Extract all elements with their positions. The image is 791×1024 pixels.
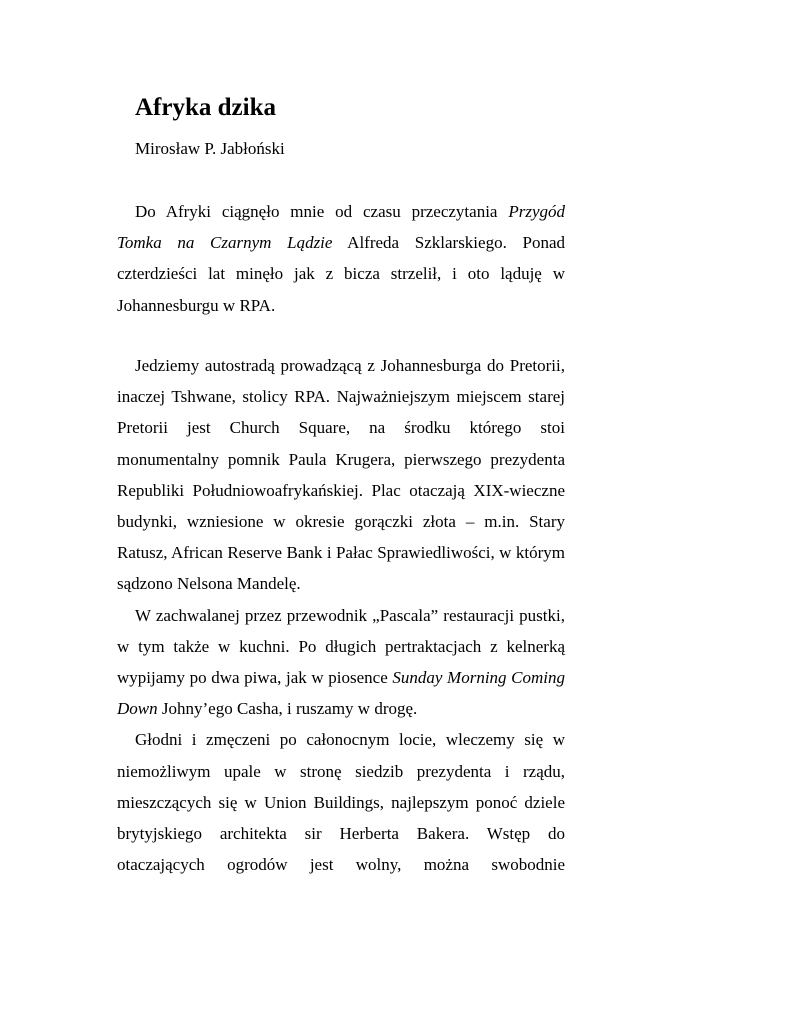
paragraph-3-post: Johny’ego Casha, i ruszamy w drogę.: [157, 699, 418, 719]
paragraph-1-italic-title: Przygód Tomka na Czarnym Lądzie: [117, 202, 565, 253]
paragraph-group: [117, 350, 565, 880]
paragraph-2: Jedziemy autostradą prowadzącą z Johannesburga do Pretorii, inaczej Tshwane, stolicy RPA. Najważniejszym miejscem starej Pretorii jest Church Square, na środku którego stoi monumentalny pomnik Paula Krugera, pierwszego prezydenta Republiki Południowoafrykańskiej. Plac otaczają XIX-wieczne budynki, wzniesione w okresie gorączki złota – m.in. Stary Ratusz, African Reserve Bank i Pałac Sprawiedliwości, w którym sądzono Nelsona Mandelę.: [117, 356, 565, 594]
paragraph-3-italic-song: Sunday Morning Coming Down: [117, 668, 565, 719]
paragraph-1-pre: Do Afryki ciągnęło mnie od czasu przeczytania: [135, 202, 509, 221]
document-author: Mirosław P. Jabłoński: [135, 139, 285, 158]
paragraph-1: [117, 196, 565, 321]
paragraph-4: Głodni i zmęczeni po całonocnym locie, wleczemy się w niemożliwym upale w stronę siedzib prezydenta i rządu, mieszczących się w Union Buildings, najlepszym ponoć dziele brytyjskiego architekta sir Herberta Bakera. Wstęp do otaczających ogrodów jest wolny, można swobodnie: [117, 730, 565, 875]
paragraph-3: [117, 600, 565, 725]
paragraph-3-pre: W zachwalanej przez przewodnik „Pascala” restauracji pustki, w tym także w kuchni. Po długich pertraktacjach z kelnerką wypijamy po dwa piwa, jak w piosence: [117, 605, 565, 688]
paragraph-1-post: Alfreda Szklarskiego. Ponad czterdzieści lat minęło jak z bicza strzelił, i oto ląduję w Johannesburgu w RPA.: [117, 233, 565, 315]
document-title: Afryka dzika: [135, 94, 276, 121]
